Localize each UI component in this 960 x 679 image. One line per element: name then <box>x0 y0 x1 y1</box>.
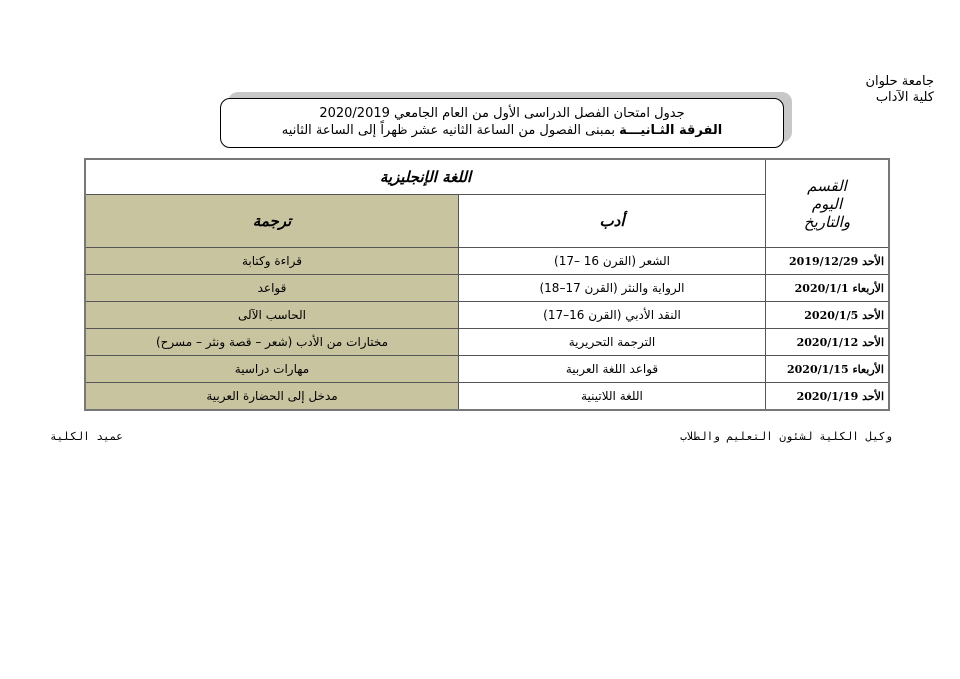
university-header <box>865 74 934 106</box>
adab-cell: النقد الأدبي (القرن 16–17) <box>459 302 766 329</box>
section-tarjama: ترجمة <box>85 195 459 248</box>
table-row <box>85 248 889 275</box>
title-line-1: جدول امتحان الفصل الدراسى الأول من العام الجامعي 2020/2019 <box>319 106 685 121</box>
tarjama-cell: مدخل إلى الحضارة العربية <box>85 383 459 411</box>
adab-cell: الشعر (القرن 16 –17) <box>459 248 766 275</box>
adab-cell: قواعد اللغة العربية <box>459 356 766 383</box>
tarjama-cell: الحاسب الآلى <box>85 302 459 329</box>
date-cell: الأحد 2020/1/19 <box>766 383 890 411</box>
vice-dean-signature-label: وكيل الكلية لشئون التعليم والطلاب <box>680 430 892 443</box>
tarjama-cell: قراءة وكتابة <box>85 248 459 275</box>
section-adab: أدب <box>459 195 766 248</box>
day-header-word: اليوم <box>811 194 843 213</box>
department-name: اللغة الإنجليزية <box>85 159 766 195</box>
university-name: جامعة حلوان <box>865 74 934 89</box>
title-line-2 <box>221 122 783 139</box>
date-cell: الأربعاء 2020/1/1 <box>766 275 890 302</box>
adab-cell: اللغة اللاتينية <box>459 383 766 411</box>
adab-cell: الترجمة التحريرية <box>459 329 766 356</box>
tarjama-cell: مختارات من الأدب (شعر – قصة ونثر – مسرح) <box>85 329 459 356</box>
tarjama-cell: قواعد <box>85 275 459 302</box>
exam-schedule-table <box>84 158 890 411</box>
date-cell: الأحد 2020/1/12 <box>766 329 890 356</box>
date-cell: الأربعاء 2020/1/15 <box>766 356 890 383</box>
year-label: الفرقة الثـانيـــة <box>619 123 723 138</box>
dean-signature-label: عميد الكلية <box>50 430 123 443</box>
title-box <box>220 98 784 148</box>
adab-cell: الرواية والنثر (القرن 17–18) <box>459 275 766 302</box>
faculty-name: كلية الآداب <box>875 90 934 105</box>
table-row <box>85 275 889 302</box>
dept-header-word: القسم <box>807 176 847 195</box>
date-header-word: والتاريخ <box>803 212 851 231</box>
tarjama-cell: مهارات دراسية <box>85 356 459 383</box>
date-cell: الأحد 2020/1/5 <box>766 302 890 329</box>
dept-day-date-header <box>766 159 890 248</box>
title-line-2-rest: بمبنى الفصول من الساعة الثانيه عشر ظهراً إلى الساعة الثانيه <box>281 123 615 138</box>
date-cell: الأحد 2019/12/29 <box>766 248 890 275</box>
table-row <box>85 383 889 411</box>
header-row-1 <box>85 159 889 195</box>
table-row <box>85 329 889 356</box>
table-row <box>85 302 889 329</box>
table-row <box>85 356 889 383</box>
